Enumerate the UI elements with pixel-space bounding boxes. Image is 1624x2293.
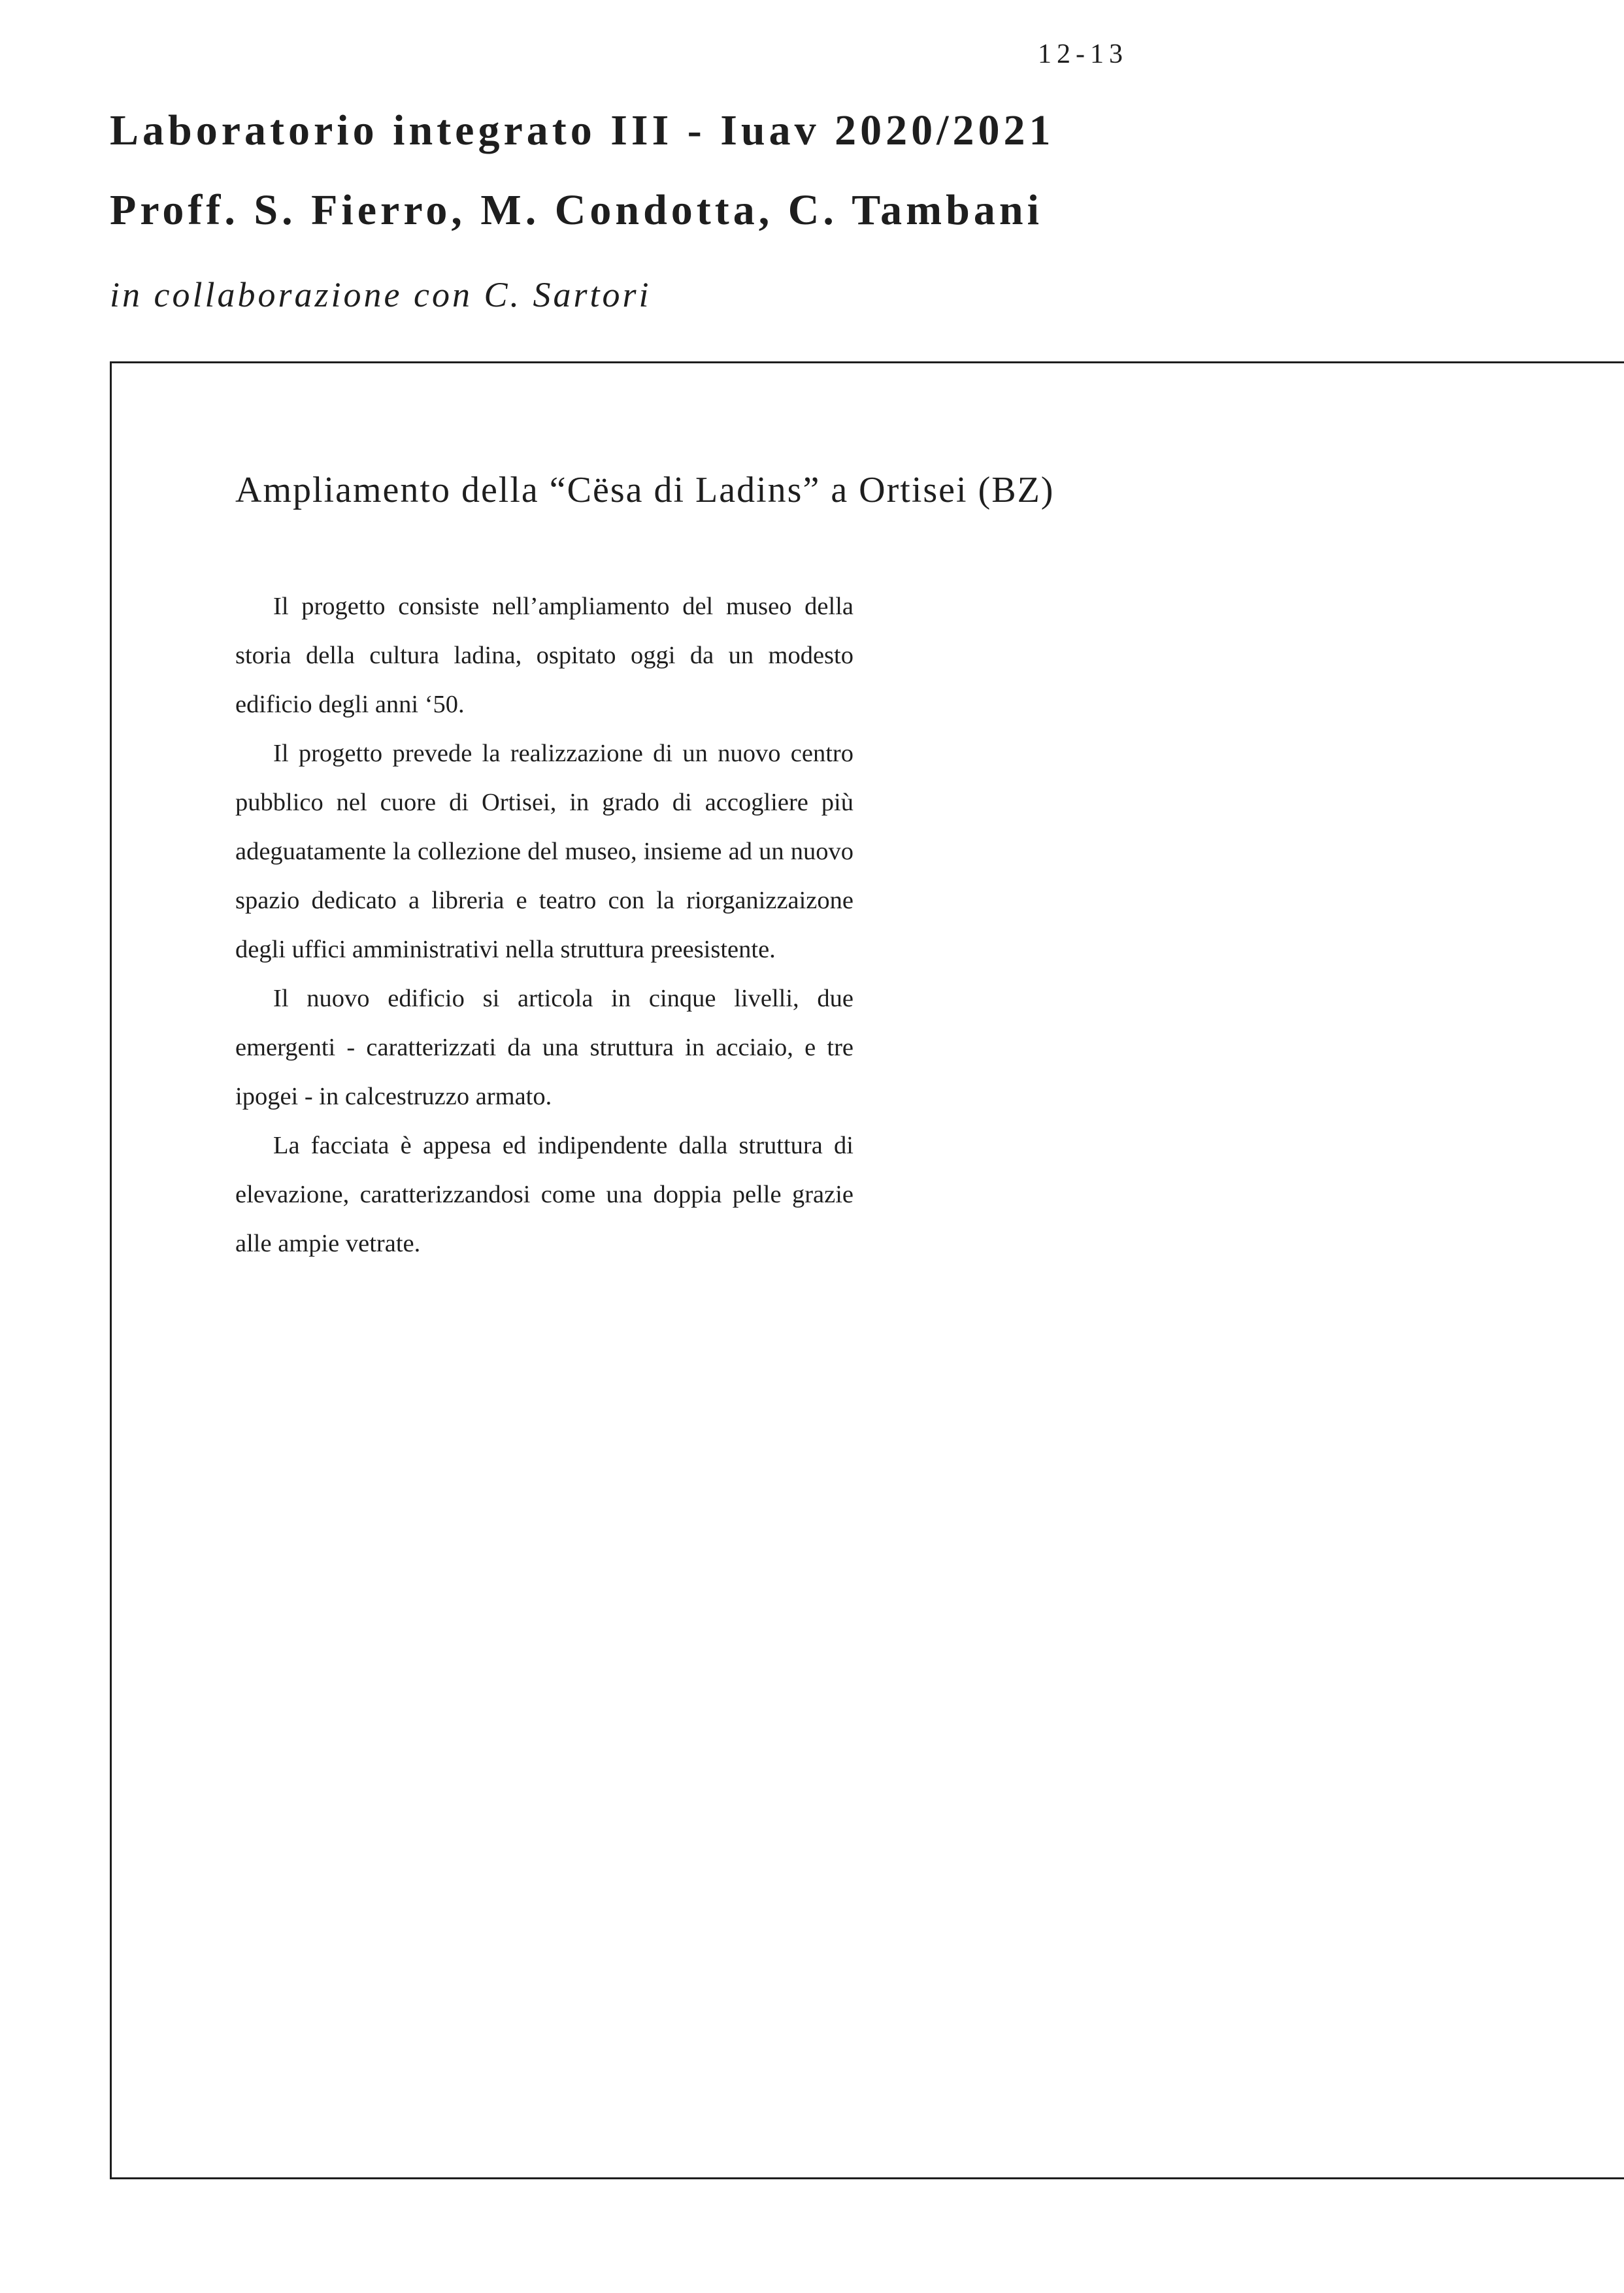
professors-line: Proff. S. Fierro, M. Condotta, C. Tambani: [110, 186, 1043, 234]
paragraph-2: Il progetto prevede la realizzazione di un nuovo centro pubblico nel cuore di Ortisei, in grado di accogliere più adeguatamente la collezione del museo, insieme ad un nuovo spazio dedicato a libreria e teatro con la riorganizzaizone degli uffici amministrativi nella struttura preesistente.: [235, 740, 853, 963]
collaboration-line: in collaborazione con C. Sartori: [110, 275, 652, 314]
page-number: 12-13: [1038, 39, 1128, 69]
paragraph-4: La facciata è appesa ed indipendente dalla struttura di elevazione, caratterizzandosi come una doppia pelle grazie alle ampie vetrate.: [235, 1132, 853, 1257]
paragraph-3: Il nuovo edificio si articola in cinque livelli, due emergenti - caratterizzati da una struttura in acciaio, e tre ipogei - in calcestruzzo armato.: [235, 985, 853, 1110]
paragraph-1: Il progetto consiste nell’ampliamento del museo della storia della cultura ladina, ospitato oggi da un modesto edificio degli anni ‘50.: [235, 593, 853, 718]
course-title: Laboratorio integrato III - Iuav 2020/2021: [110, 107, 1055, 154]
project-title: Ampliamento della “Cësa di Ladins” a Ortisei (BZ): [235, 470, 1055, 510]
project-description: [235, 582, 853, 1268]
